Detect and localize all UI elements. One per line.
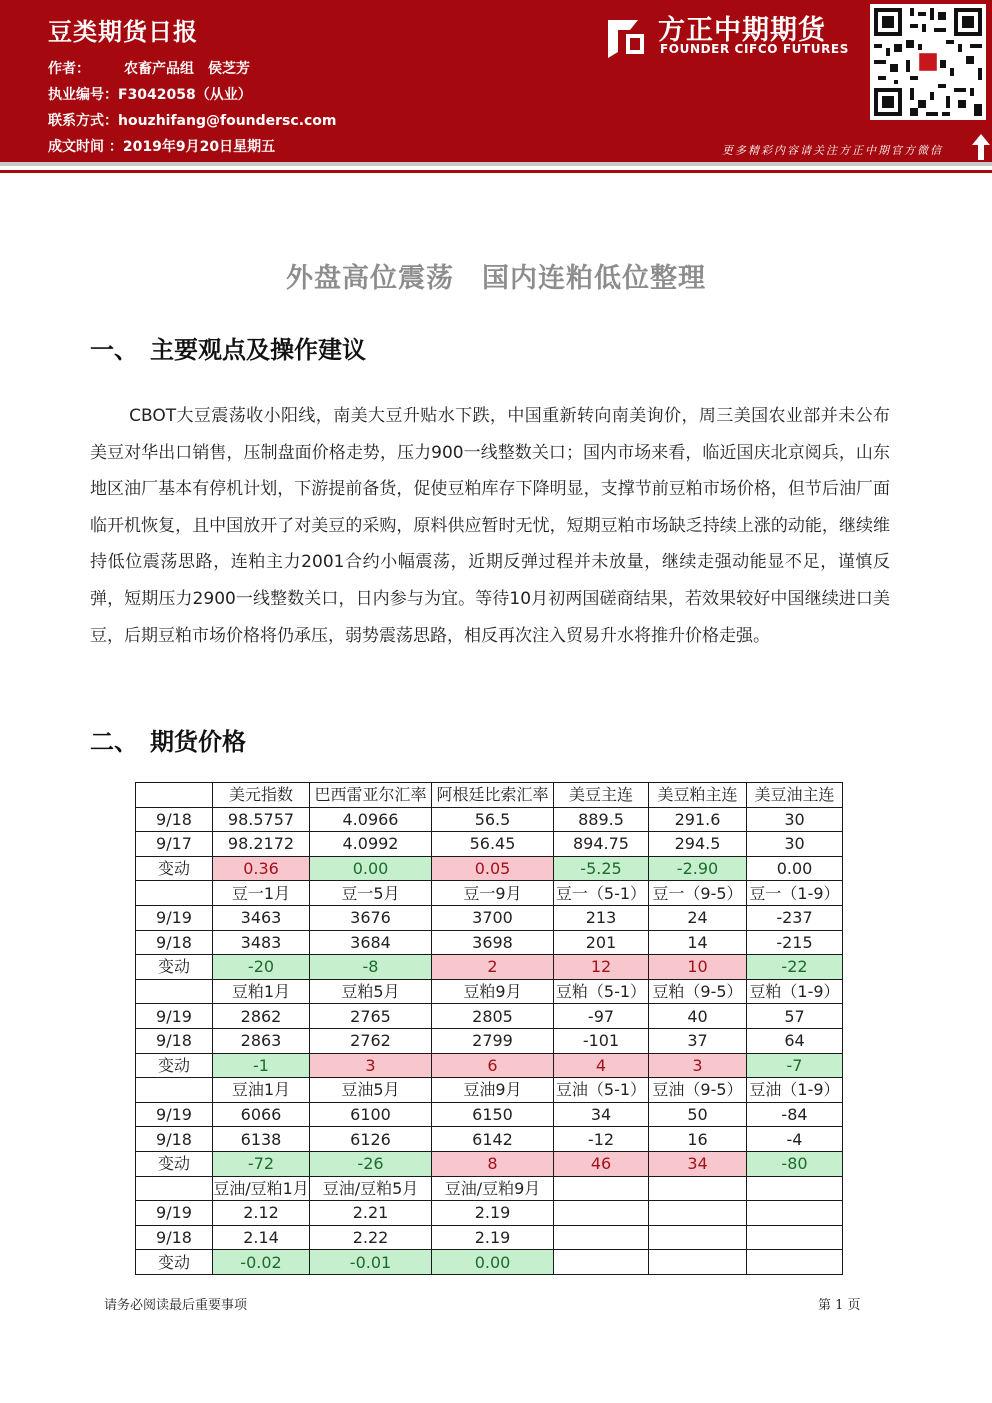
value-cell: -20 <box>213 955 310 980</box>
wechat-follow-tip: 更多精彩内容请关注方正中期官方微信 <box>722 144 943 157</box>
value-cell: -80 <box>747 1151 843 1176</box>
value-cell: 6138 <box>213 1127 310 1152</box>
column-header-cell <box>747 1176 843 1201</box>
value-cell: 56.5 <box>432 807 554 832</box>
column-header-cell: 豆油/豆粕5月 <box>310 1176 432 1201</box>
table-header-row <box>136 979 843 1004</box>
table-change-row <box>136 1151 843 1176</box>
value-cell: 2.21 <box>310 1201 432 1226</box>
license-label: 执业编号： <box>48 87 118 103</box>
header-divider <box>0 162 992 166</box>
contact-value: houzhifang@foundersc.com <box>118 113 337 129</box>
value-cell: 2765 <box>310 1004 432 1029</box>
table-header-row <box>136 881 843 906</box>
section-title: 主要观点及操作建议 <box>150 336 366 364</box>
value-cell: 3684 <box>310 930 432 955</box>
value-cell: 4.0992 <box>310 832 432 857</box>
row-label-cell: 9/18 <box>136 1127 213 1152</box>
value-cell: -2.90 <box>649 856 747 881</box>
value-cell: 2799 <box>432 1028 554 1053</box>
value-cell: 3698 <box>432 930 554 955</box>
section-heading-prices <box>90 722 246 757</box>
analysis-text: CBOT大豆震荡收小阳线，南美大豆升贴水下跌，中国重新转向南美询价，周三美国农业部并未公布美豆对华出口销售，压制盘面价格走势，压力900一线整数关口；国内市场来看，临近国庆北京阅兵，山东地区油厂基本有停机计划，下游提前备货，促使豆粕库存下降明显，支撑节前豆粕市场价格，但节后油厂面临开机恢复，且中国放开了对美豆的采购，原料供应暂时无忧，短期豆粕市场缺乏持续上涨的动能，继续维持低位震荡思路，连粕主力2001合约小幅震荡，近期反弹过程并未放量，继续走强动能显不足，谨慎反弹，短期压力2900一线整数关口，日内参与为宜。等待10月初两国磋商结果，若效果较好中国继续进口美豆，后期豆粕市场价格将仍承压，弱势震荡思路，相反再次注入贸易升水将推升价格走强。 <box>90 406 890 646</box>
row-label-cell <box>136 1176 213 1201</box>
value-cell: 98.5757 <box>213 807 310 832</box>
column-header-cell: 豆油/豆粕1月 <box>213 1176 310 1201</box>
contact-label: 联系方式： <box>48 113 118 129</box>
value-cell: 30 <box>747 832 843 857</box>
value-cell: 2863 <box>213 1028 310 1053</box>
footer-disclaimer-note: 请务必阅读最后重要事项 <box>104 1298 248 1313</box>
company-logo <box>604 8 854 64</box>
value-cell: 40 <box>649 1004 747 1029</box>
author-value: 农畜产品组 侯芝芳 <box>124 61 250 77</box>
value-cell: 34 <box>554 1102 649 1127</box>
row-label-cell: 9/18 <box>136 1028 213 1053</box>
value-cell: 889.5 <box>554 807 649 832</box>
table-change-row <box>136 1053 843 1078</box>
license-line <box>48 84 252 104</box>
license-value: F3042058（从业） <box>118 87 252 103</box>
value-cell: 12 <box>554 955 649 980</box>
value-cell: 0.00 <box>747 856 843 881</box>
row-label-cell: 9/17 <box>136 832 213 857</box>
row-label-cell: 变动 <box>136 1053 213 1078</box>
date-value: 2019年9月20日星期五 <box>122 139 276 155</box>
value-cell: 2 <box>432 955 554 980</box>
value-cell <box>649 1250 747 1275</box>
column-header-cell: 豆油（1-9） <box>747 1078 843 1103</box>
table-row <box>136 905 843 930</box>
value-cell: 16 <box>649 1127 747 1152</box>
value-cell: 10 <box>649 955 747 980</box>
column-header-cell <box>649 1176 747 1201</box>
row-label-cell: 9/18 <box>136 1225 213 1250</box>
table-row <box>136 1201 843 1226</box>
value-cell: 30 <box>747 807 843 832</box>
value-cell: 291.6 <box>649 807 747 832</box>
column-header-cell: 豆油1月 <box>213 1078 310 1103</box>
column-header-cell: 豆油9月 <box>432 1078 554 1103</box>
column-header-cell: 豆油5月 <box>310 1078 432 1103</box>
column-header-cell: 豆粕（1-9） <box>747 979 843 1004</box>
value-cell: 56.45 <box>432 832 554 857</box>
value-cell: 24 <box>649 905 747 930</box>
value-cell: 2.19 <box>432 1225 554 1250</box>
value-cell: 98.2172 <box>213 832 310 857</box>
table-header-row <box>136 1176 843 1201</box>
futures-price-table <box>135 782 843 1275</box>
report-header <box>0 0 992 162</box>
row-label-cell: 变动 <box>136 1151 213 1176</box>
column-header-cell: 阿根廷比索汇率 <box>432 783 554 808</box>
value-cell: 2.14 <box>213 1225 310 1250</box>
value-cell: 2.22 <box>310 1225 432 1250</box>
value-cell: 64 <box>747 1028 843 1053</box>
analysis-paragraph <box>90 398 890 654</box>
column-header-cell: 豆油（5-1） <box>554 1078 649 1103</box>
row-label-cell <box>136 1078 213 1103</box>
row-label-cell <box>136 783 213 808</box>
row-label-cell: 9/19 <box>136 905 213 930</box>
section-title: 期货价格 <box>150 728 246 756</box>
table-row <box>136 1028 843 1053</box>
value-cell: -5.25 <box>554 856 649 881</box>
value-cell: 37 <box>649 1028 747 1053</box>
table-header-row <box>136 783 843 808</box>
value-cell: -0.01 <box>310 1250 432 1275</box>
row-label-cell: 9/18 <box>136 807 213 832</box>
value-cell: 34 <box>649 1151 747 1176</box>
value-cell: -72 <box>213 1151 310 1176</box>
value-cell: 4 <box>554 1053 649 1078</box>
value-cell: 213 <box>554 905 649 930</box>
column-header-cell: 豆粕（5-1） <box>554 979 649 1004</box>
value-cell: 6126 <box>310 1127 432 1152</box>
value-cell <box>747 1201 843 1226</box>
value-cell <box>554 1225 649 1250</box>
column-header-cell: 豆一（5-1） <box>554 881 649 906</box>
section-heading-views <box>90 330 366 365</box>
value-cell <box>554 1250 649 1275</box>
value-cell: 2762 <box>310 1028 432 1053</box>
row-label-cell: 9/19 <box>136 1102 213 1127</box>
row-label-cell: 9/19 <box>136 1004 213 1029</box>
value-cell: 3 <box>310 1053 432 1078</box>
value-cell: 3463 <box>213 905 310 930</box>
value-cell: 294.5 <box>649 832 747 857</box>
row-label-cell: 变动 <box>136 856 213 881</box>
author-line <box>48 58 250 78</box>
value-cell: 0.36 <box>213 856 310 881</box>
value-cell: -26 <box>310 1151 432 1176</box>
column-header-cell: 豆一（1-9） <box>747 881 843 906</box>
column-header-cell: 美元指数 <box>213 783 310 808</box>
column-header-cell: 豆一9月 <box>432 881 554 906</box>
value-cell: -12 <box>554 1127 649 1152</box>
logo-mark-icon <box>604 12 648 58</box>
value-cell: 0.00 <box>432 1250 554 1275</box>
value-cell: 201 <box>554 930 649 955</box>
value-cell: 6142 <box>432 1127 554 1152</box>
section-number: 二、 <box>90 728 138 756</box>
contact-line <box>48 110 337 130</box>
value-cell: -8 <box>310 955 432 980</box>
report-title: 豆类期货日报 <box>48 18 198 46</box>
row-label-cell <box>136 881 213 906</box>
value-cell: -101 <box>554 1028 649 1053</box>
value-cell: 14 <box>649 930 747 955</box>
date-line <box>48 136 275 156</box>
value-cell: -215 <box>747 930 843 955</box>
header-divider-red <box>0 170 992 173</box>
table-row <box>136 1127 843 1152</box>
value-cell: 46 <box>554 1151 649 1176</box>
column-header-cell: 豆粕5月 <box>310 979 432 1004</box>
section-number: 一、 <box>90 336 138 364</box>
value-cell: -4 <box>747 1127 843 1152</box>
value-cell: 6100 <box>310 1102 432 1127</box>
row-label-cell: 9/19 <box>136 1201 213 1226</box>
table-row <box>136 807 843 832</box>
value-cell: 6066 <box>213 1102 310 1127</box>
author-label: 作者： <box>48 61 90 77</box>
table-row <box>136 1004 843 1029</box>
row-label-cell: 变动 <box>136 955 213 980</box>
value-cell: -0.02 <box>213 1250 310 1275</box>
column-header-cell: 豆粕（9-5） <box>649 979 747 1004</box>
value-cell: 3 <box>649 1053 747 1078</box>
value-cell: 0.05 <box>432 856 554 881</box>
value-cell: 2.19 <box>432 1201 554 1226</box>
column-header-cell <box>554 1176 649 1201</box>
date-label: 成文时间 ： <box>48 139 123 155</box>
value-cell: 50 <box>649 1102 747 1127</box>
column-header-cell: 豆粕9月 <box>432 979 554 1004</box>
value-cell: -7 <box>747 1053 843 1078</box>
value-cell <box>747 1250 843 1275</box>
column-header-cell: 豆一（9-5） <box>649 881 747 906</box>
table-change-row <box>136 856 843 881</box>
value-cell: -97 <box>554 1004 649 1029</box>
column-header-cell: 豆一1月 <box>213 881 310 906</box>
table-row <box>136 930 843 955</box>
column-header-cell: 豆一5月 <box>310 881 432 906</box>
table-header-row <box>136 1078 843 1103</box>
column-header-cell: 美豆主连 <box>554 783 649 808</box>
value-cell: 894.75 <box>554 832 649 857</box>
value-cell: 2862 <box>213 1004 310 1029</box>
value-cell: 2805 <box>432 1004 554 1029</box>
value-cell: -84 <box>747 1102 843 1127</box>
row-label-cell: 9/18 <box>136 930 213 955</box>
column-header-cell: 美豆粕主连 <box>649 783 747 808</box>
column-header-cell: 豆油/豆粕9月 <box>432 1176 554 1201</box>
arrow-up-icon <box>972 134 990 160</box>
value-cell: 0.00 <box>310 856 432 881</box>
column-header-cell: 豆粕1月 <box>213 979 310 1004</box>
table-row <box>136 1225 843 1250</box>
value-cell: 6150 <box>432 1102 554 1127</box>
value-cell <box>747 1225 843 1250</box>
value-cell <box>649 1201 747 1226</box>
table-change-row <box>136 1250 843 1275</box>
column-header-cell: 巴西雷亚尔汇率 <box>310 783 432 808</box>
table-row <box>136 1102 843 1127</box>
value-cell: 4.0966 <box>310 807 432 832</box>
value-cell: 2.12 <box>213 1201 310 1226</box>
value-cell: -1 <box>213 1053 310 1078</box>
logo-chinese-name: 方正中期期货 <box>658 15 826 46</box>
value-cell <box>554 1201 649 1226</box>
column-header-cell: 美豆油主连 <box>747 783 843 808</box>
table-change-row <box>136 955 843 980</box>
value-cell: 3676 <box>310 905 432 930</box>
value-cell: -237 <box>747 905 843 930</box>
logo-english-name: FOUNDER CIFCO FUTURES <box>660 42 849 56</box>
value-cell: -22 <box>747 955 843 980</box>
value-cell: 57 <box>747 1004 843 1029</box>
page-number: 第 1 页 <box>818 1298 861 1313</box>
value-cell: 3700 <box>432 905 554 930</box>
value-cell: 6 <box>432 1053 554 1078</box>
row-label-cell <box>136 979 213 1004</box>
value-cell: 3483 <box>213 930 310 955</box>
report-headline: 外盘高位震荡 国内连粕低位整理 <box>286 263 706 294</box>
table-row <box>136 832 843 857</box>
column-header-cell: 豆油（9-5） <box>649 1078 747 1103</box>
row-label-cell: 变动 <box>136 1250 213 1275</box>
wechat-qr-code-icon <box>870 4 986 120</box>
value-cell <box>649 1225 747 1250</box>
value-cell: 8 <box>432 1151 554 1176</box>
